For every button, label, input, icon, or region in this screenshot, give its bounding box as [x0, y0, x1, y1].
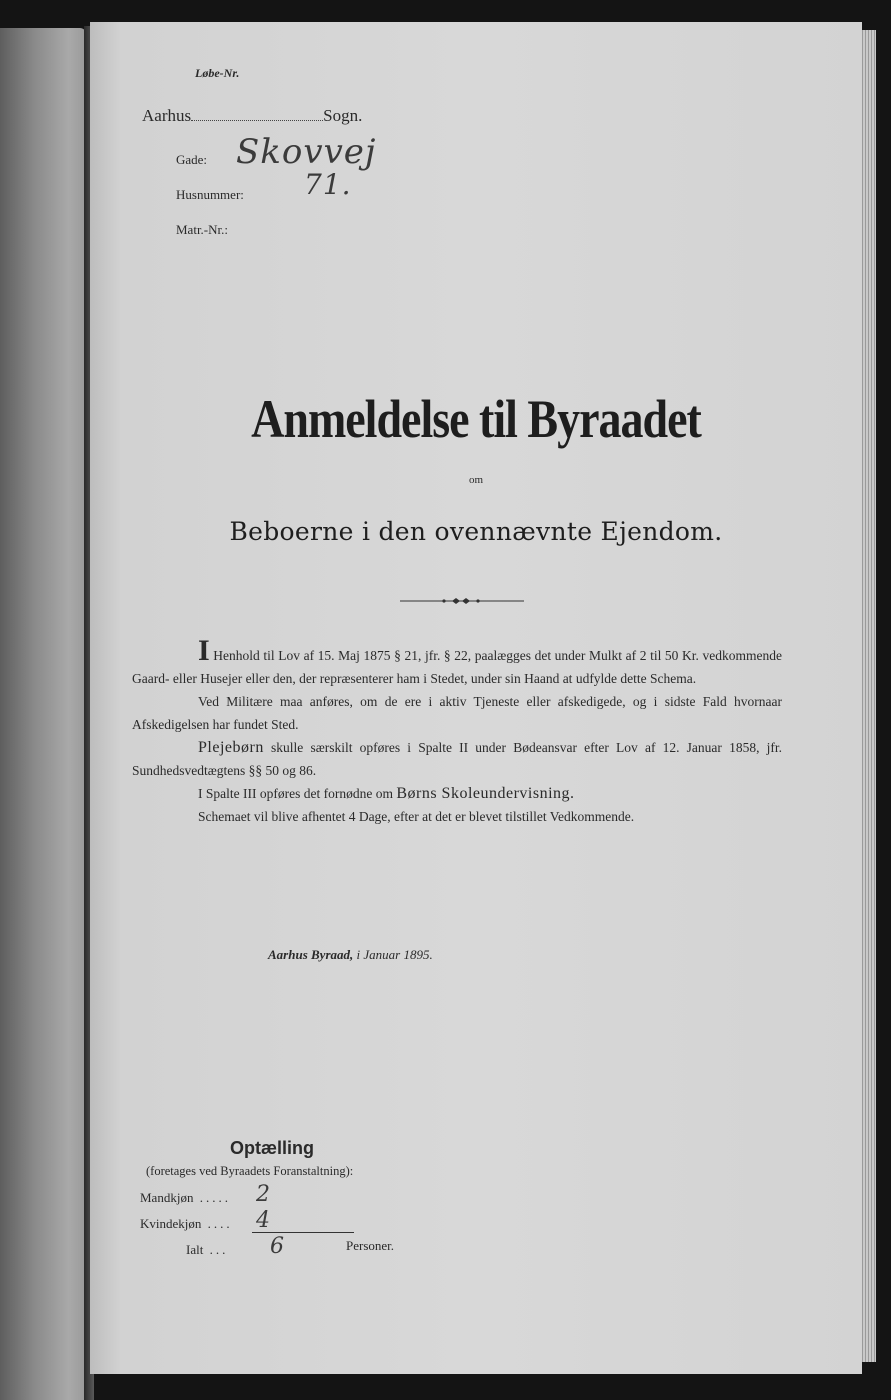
tally-row-female: Kvindekjøn ....	[140, 1216, 233, 1231]
persons-label: Personer.	[346, 1238, 395, 1253]
male-value: 2	[256, 1182, 271, 1207]
census-form-page	[90, 22, 862, 1374]
instruction-paragraph	[132, 782, 782, 805]
instruction-text: Schemaet vil blive afhentet 4 Dage, efter at det er blevet tilstillet Vedkommende.	[198, 809, 635, 824]
instruction-paragraph	[132, 690, 782, 736]
total-label: Ialt	[186, 1242, 204, 1257]
instructions-text	[132, 634, 783, 828]
instruction-text: Henhold til Lov af 15. Maj 1875 § 21, jfr. § 22, paalægges det under Mulkt af 2 til 50 Kr. vedkommende Gaard- eller Husejer eller den, der repræsenterer ham i Stedet, under sin Haand at udfylde dette Schema.	[132, 648, 782, 686]
drop-cap: I	[198, 634, 210, 667]
street-value: Skovvej	[236, 132, 377, 172]
tally-row-male: Mandkjøn .....	[140, 1190, 231, 1205]
city-parish-row	[142, 106, 362, 126]
signature-line	[268, 947, 433, 963]
city-label: Aarhus	[142, 106, 192, 125]
instruction-text: I Spalte III opføres det fornødne om	[198, 786, 393, 801]
instruction-paragraph	[132, 805, 782, 828]
tally-row-total: Ialt ...	[186, 1242, 229, 1257]
house-number-label: Husnummer:	[176, 187, 244, 202]
signature-date: i Januar 1895.	[356, 947, 433, 962]
matr-nr-label: Matr.-Nr.:	[176, 222, 228, 237]
instruction-lead: Plejebørn	[198, 739, 264, 756]
parish-field	[191, 106, 323, 121]
signature-name: Aarhus Byraad,	[268, 947, 354, 962]
parish-label: Sogn.	[323, 106, 363, 125]
tally-title: Optælling	[230, 1138, 314, 1158]
male-label: Mandkjøn	[140, 1190, 194, 1205]
house-number-value: 71.	[304, 168, 352, 201]
instruction-paragraph	[132, 634, 782, 690]
female-label: Kvindekjøn	[140, 1216, 202, 1231]
street-label: Gade:	[176, 152, 208, 167]
instruction-text: skulle særskilt opføres i Spalte II under Bødeansvar efter Lov af 12. Januar 1858, jfr. Sundhedsvedtægtens §§ 50 og 86.	[132, 740, 783, 778]
total-value: 6	[270, 1234, 285, 1259]
female-value: 4	[256, 1208, 271, 1233]
instruction-paragraph	[132, 736, 782, 782]
page-subtitle: Beboerne i den ovennævnte Ejendom.	[229, 517, 723, 546]
title-connector: om	[468, 474, 484, 486]
left-page-edge	[0, 28, 86, 1400]
total-rule	[252, 1232, 354, 1233]
instruction-text: Ved Militære maa anføres, om de ere i aktiv Tjeneste eller afskedigede, og i sidste Fald hvornaar Afskedigelsen har fundet Sted.	[132, 694, 782, 732]
page-title: Anmeldelse til Byraadet	[251, 388, 701, 449]
lobe-nr-label: Løbe-Nr.	[195, 66, 240, 80]
tally-note: (foretages ved Byraadets Foranstaltning):	[146, 1164, 354, 1178]
instruction-emphasis: Børns Skoleundervisning.	[396, 785, 575, 802]
divider-ornament-icon	[400, 596, 524, 606]
